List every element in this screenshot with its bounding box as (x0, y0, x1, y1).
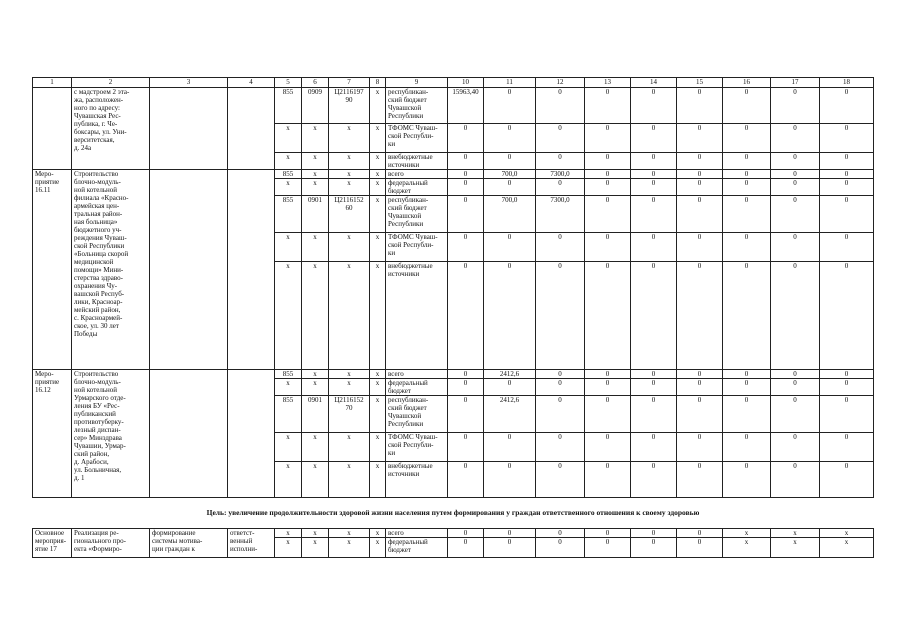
amount-cell: 0 (585, 233, 631, 262)
grbs-code: х (275, 529, 302, 538)
table-row (33, 529, 874, 538)
amount-cell: 0 (484, 153, 536, 170)
amount-cell: 0 (484, 124, 536, 153)
amount-cell: 0 (448, 153, 484, 170)
amount-cell: 0 (677, 529, 723, 538)
measure-id: Меро- приятие 16.12 (33, 370, 72, 498)
responsible-executor (228, 170, 275, 370)
amount-cell: 0 (484, 433, 536, 462)
amount-cell: 0 (820, 88, 874, 124)
amount-cell: 0 (484, 529, 536, 538)
target-article-code: х (329, 124, 370, 153)
target-article-code: х (329, 153, 370, 170)
amount-cell: 2412,6 (484, 396, 536, 433)
funding-source: ТФОМС Чуваш- ской Республи- ки (386, 433, 448, 462)
amount-cell: 15963,40 (448, 88, 484, 124)
amount-cell: 0 (820, 462, 874, 498)
target-article-code: х (329, 538, 370, 558)
amount-cell: 0 (536, 538, 585, 558)
amount-cell: 0 (484, 179, 536, 196)
amount-cell: 0 (585, 262, 631, 370)
amount-cell: 0 (771, 88, 820, 124)
amount-cell: 0 (536, 396, 585, 433)
amount-cell: 0 (585, 170, 631, 179)
amount-cell: 0 (484, 262, 536, 370)
expense-type-code: х (370, 462, 386, 498)
expense-type-code: х (370, 170, 386, 179)
amount-cell: 700,0 (484, 170, 536, 179)
amount-cell: 0 (771, 262, 820, 370)
funding-source: всего (386, 370, 448, 379)
amount-cell: 0 (820, 433, 874, 462)
amount-cell: 0 (631, 379, 677, 396)
amount-cell: х (820, 538, 874, 558)
table-row (33, 170, 874, 179)
table-row (33, 370, 874, 379)
amount-cell: 0 (771, 233, 820, 262)
amount-cell: 0 (536, 233, 585, 262)
amount-cell: 0 (723, 170, 771, 179)
amount-cell: 0 (536, 153, 585, 170)
amount-cell: 0 (677, 170, 723, 179)
amount-cell: 0 (585, 538, 631, 558)
responsible-executor (228, 88, 275, 170)
amount-cell: 0 (723, 262, 771, 370)
section-code: х (302, 379, 329, 396)
column-header: 10 (448, 78, 484, 88)
target-article-code: Ц2116152 70 (329, 396, 370, 433)
amount-cell: 0 (631, 153, 677, 170)
target-article-code: х (329, 233, 370, 262)
section-code: х (302, 170, 329, 179)
column-header: 11 (484, 78, 536, 88)
amount-cell: 0 (723, 462, 771, 498)
measure-goal (150, 170, 228, 370)
amount-cell: 0 (771, 124, 820, 153)
amount-cell: 0 (448, 233, 484, 262)
amount-cell: 0 (484, 88, 536, 124)
amount-cell: 0 (723, 396, 771, 433)
amount-cell: 0 (771, 196, 820, 233)
amount-cell: 0 (723, 88, 771, 124)
amount-cell: 0 (448, 396, 484, 433)
amount-cell: 0 (585, 196, 631, 233)
amount-cell: х (723, 529, 771, 538)
funding-source: республикан- ский бюджет Чувашской Республики (386, 88, 448, 124)
section-code: х (302, 370, 329, 379)
amount-cell: 0 (585, 396, 631, 433)
amount-cell: 0 (677, 88, 723, 124)
amount-cell: 0 (448, 379, 484, 396)
amount-cell: 0 (723, 233, 771, 262)
funding-source: федеральный бюджет (386, 379, 448, 396)
amount-cell: 0 (448, 529, 484, 538)
amount-cell: 0 (723, 196, 771, 233)
measure-goal (150, 370, 228, 498)
amount-cell: 0 (771, 370, 820, 379)
expense-type-code: х (370, 538, 386, 558)
amount-cell: 0 (820, 262, 874, 370)
amount-cell: 0 (771, 170, 820, 179)
amount-cell: 0 (677, 233, 723, 262)
section-code: х (302, 462, 329, 498)
target-article-code: х (329, 370, 370, 379)
funding-source: ТФОМС Чуваш- ской Республи- ки (386, 124, 448, 153)
amount-cell: 0 (677, 153, 723, 170)
amount-cell: 0 (820, 170, 874, 179)
grbs-code: х (275, 233, 302, 262)
amount-cell: 7300,0 (536, 170, 585, 179)
grbs-code: х (275, 153, 302, 170)
amount-cell: 0 (585, 179, 631, 196)
amount-cell: 0 (448, 462, 484, 498)
target-article-code: х (329, 529, 370, 538)
amount-cell: 0 (585, 433, 631, 462)
amount-cell: 700,0 (484, 196, 536, 233)
amount-cell: 0 (677, 379, 723, 396)
amount-cell: 7300,0 (536, 196, 585, 233)
amount-cell: 0 (677, 196, 723, 233)
section-code: х (302, 179, 329, 196)
amount-cell: 0 (448, 262, 484, 370)
amount-cell: 0 (820, 153, 874, 170)
amount-cell: 2412,6 (484, 370, 536, 379)
funding-source: внебюджетные источники (386, 462, 448, 498)
measure-goal (150, 88, 228, 170)
expense-type-code: х (370, 124, 386, 153)
amount-cell: х (723, 538, 771, 558)
target-article-code: х (329, 262, 370, 370)
amount-cell: 0 (585, 124, 631, 153)
amount-cell: 0 (585, 153, 631, 170)
amount-cell: 0 (585, 88, 631, 124)
measure-description: Строительство блочно-модуль- ной котельной Урмарского отде- ления БУ «Рес- публиканский противотуберку- лезный диспан- сер» Минздрава Чувашии, Урмар- ский район, д. Арабоси, ул. Больничная, д. 1 (72, 370, 150, 498)
column-header: 5 (275, 78, 302, 88)
amount-cell: 0 (536, 370, 585, 379)
amount-cell: 0 (585, 379, 631, 396)
amount-cell: 0 (484, 233, 536, 262)
amount-cell: 0 (820, 196, 874, 233)
grbs-code: х (275, 262, 302, 370)
amount-cell: 0 (484, 462, 536, 498)
amount-cell: 0 (820, 396, 874, 433)
amount-cell: 0 (677, 396, 723, 433)
expense-type-code: х (370, 179, 386, 196)
expense-type-code: х (370, 370, 386, 379)
grbs-code: х (275, 462, 302, 498)
amount-cell: 0 (448, 196, 484, 233)
target-article-code: х (329, 462, 370, 498)
column-header: 13 (585, 78, 631, 88)
funding-source: внебюджетные источники (386, 153, 448, 170)
funding-source: федеральный бюджет (386, 538, 448, 558)
goal-row (33, 498, 874, 529)
amount-cell: 0 (631, 233, 677, 262)
amount-cell: 0 (723, 153, 771, 170)
amount-cell: 0 (820, 370, 874, 379)
section-code: 0901 (302, 396, 329, 433)
amount-cell: 0 (448, 433, 484, 462)
amount-cell: 0 (820, 233, 874, 262)
expense-type-code: х (370, 196, 386, 233)
expense-type-code: х (370, 88, 386, 124)
amount-cell: 0 (536, 433, 585, 462)
column-header: 7 (329, 78, 370, 88)
responsible-executor (228, 370, 275, 498)
amount-cell: 0 (631, 433, 677, 462)
column-header: 17 (771, 78, 820, 88)
amount-cell: 0 (677, 538, 723, 558)
amount-cell: 0 (677, 262, 723, 370)
funding-source: внебюджетные источники (386, 262, 448, 370)
amount-cell: 0 (448, 170, 484, 179)
amount-cell: 0 (771, 396, 820, 433)
section-code: х (302, 233, 329, 262)
amount-cell: 0 (536, 462, 585, 498)
target-article-code: х (329, 379, 370, 396)
grbs-code: 855 (275, 370, 302, 379)
column-header: 12 (536, 78, 585, 88)
funding-source: республикан- ский бюджет Чувашской Республики (386, 196, 448, 233)
amount-cell: 0 (448, 124, 484, 153)
column-header: 18 (820, 78, 874, 88)
funding-source: федеральный бюджет (386, 179, 448, 196)
grbs-code: 855 (275, 396, 302, 433)
amount-cell: 0 (631, 538, 677, 558)
amount-cell: 0 (448, 370, 484, 379)
expense-type-code: х (370, 153, 386, 170)
amount-cell: 0 (448, 538, 484, 558)
target-article-code: Ц2116197 90 (329, 88, 370, 124)
funding-source: республикан- ский бюджет Чувашской Республики (386, 396, 448, 433)
amount-cell: 0 (631, 124, 677, 153)
amount-cell: 0 (536, 379, 585, 396)
column-header: 4 (228, 78, 275, 88)
funding-source: всего (386, 170, 448, 179)
column-header: 6 (302, 78, 329, 88)
responsible-executor: ответст- венный исполни- (228, 529, 275, 558)
column-header: 1 (33, 78, 72, 88)
expense-type-code: х (370, 433, 386, 462)
amount-cell: 0 (536, 124, 585, 153)
column-header: 3 (150, 78, 228, 88)
measure-description: с мадстроем 2 эта- жа, расположен- ного по адресу: Чувашская Рес- публика, г. Че- боксары, ул. Уни- верситетская, д. 24а (72, 88, 150, 170)
measure-id (33, 88, 72, 170)
column-header: 15 (677, 78, 723, 88)
amount-cell: 0 (631, 179, 677, 196)
amount-cell: 0 (677, 433, 723, 462)
grbs-code: х (275, 179, 302, 196)
target-article-code: х (329, 433, 370, 462)
column-header: 2 (72, 78, 150, 88)
measure-description: Реализация ре- гионального про- екта «Формиро- (72, 529, 150, 558)
expense-type-code: х (370, 262, 386, 370)
amount-cell: 0 (631, 196, 677, 233)
expense-type-code: х (370, 379, 386, 396)
section-code: х (302, 124, 329, 153)
section-code: х (302, 433, 329, 462)
amount-cell: 0 (677, 124, 723, 153)
amount-cell: 0 (677, 370, 723, 379)
amount-cell: 0 (631, 396, 677, 433)
grbs-code: х (275, 124, 302, 153)
measure-goal: формирование системы мотива- ции граждан к (150, 529, 228, 558)
amount-cell: 0 (677, 462, 723, 498)
grbs-code: 855 (275, 88, 302, 124)
amount-cell: 0 (585, 370, 631, 379)
section-code: 0909 (302, 88, 329, 124)
goal-text: Цель: увеличение продолжительности здоровой жизни населения путем формирования у граждан ответственного отношения к своему здоровью (33, 498, 874, 529)
amount-cell: 0 (723, 179, 771, 196)
amount-cell: 0 (631, 262, 677, 370)
amount-cell: 0 (723, 379, 771, 396)
amount-cell: 0 (771, 153, 820, 170)
grbs-code: х (275, 379, 302, 396)
grbs-code: 855 (275, 170, 302, 179)
amount-cell: 0 (631, 462, 677, 498)
amount-cell: 0 (771, 379, 820, 396)
grbs-code: 855 (275, 196, 302, 233)
amount-cell: 0 (771, 433, 820, 462)
amount-cell: 0 (484, 538, 536, 558)
column-header: 9 (386, 78, 448, 88)
measure-id: Меро- приятие 16.11 (33, 170, 72, 370)
amount-cell: х (820, 529, 874, 538)
section-code: х (302, 538, 329, 558)
amount-cell: 0 (585, 462, 631, 498)
measure-description: Строительство блочно-модуль- ной котельной филиала «Красно- армейская цен- тральная район- ная больница» бюджетного уч- реждения Чуваш- ской Республики «Больница скорой медицинской помощи» Мини- стерства здраво- охранения Чу- вашской Респуб- лики, Красноар- мейский район, с. Красноармей- ское, ул. 30 лет Победы (72, 170, 150, 370)
measure-id: Основное мероприя- ятие 17 (33, 529, 72, 558)
amount-cell: 0 (771, 179, 820, 196)
expense-type-code: х (370, 396, 386, 433)
expense-type-code: х (370, 529, 386, 538)
column-header: 8 (370, 78, 386, 88)
header-row (33, 78, 874, 88)
amount-cell: 0 (820, 379, 874, 396)
amount-cell: 0 (536, 88, 585, 124)
section-code: 0901 (302, 196, 329, 233)
section-code: х (302, 153, 329, 170)
amount-cell: 0 (631, 529, 677, 538)
column-header: 16 (723, 78, 771, 88)
amount-cell: 0 (448, 179, 484, 196)
amount-cell: 0 (723, 433, 771, 462)
amount-cell: 0 (677, 179, 723, 196)
funding-source: всего (386, 529, 448, 538)
grbs-code: х (275, 538, 302, 558)
amount-cell: 0 (484, 379, 536, 396)
table-row (33, 88, 874, 124)
section-code: х (302, 529, 329, 538)
amount-cell: 0 (820, 124, 874, 153)
amount-cell: х (771, 538, 820, 558)
amount-cell: 0 (723, 370, 771, 379)
amount-cell: х (771, 529, 820, 538)
amount-cell: 0 (631, 170, 677, 179)
amount-cell: 0 (536, 179, 585, 196)
amount-cell: 0 (771, 462, 820, 498)
column-header: 14 (631, 78, 677, 88)
amount-cell: 0 (820, 179, 874, 196)
grbs-code: х (275, 433, 302, 462)
budget-table (32, 77, 874, 558)
amount-cell: 0 (536, 529, 585, 538)
amount-cell: 0 (631, 88, 677, 124)
target-article-code: Ц2116152 60 (329, 196, 370, 233)
expense-type-code: х (370, 233, 386, 262)
amount-cell: 0 (536, 262, 585, 370)
section-code: х (302, 262, 329, 370)
funding-source: ТФОМС Чуваш- ской Республи- ки (386, 233, 448, 262)
amount-cell: 0 (723, 124, 771, 153)
target-article-code: х (329, 170, 370, 179)
target-article-code: х (329, 179, 370, 196)
amount-cell: 0 (585, 529, 631, 538)
amount-cell: 0 (631, 370, 677, 379)
